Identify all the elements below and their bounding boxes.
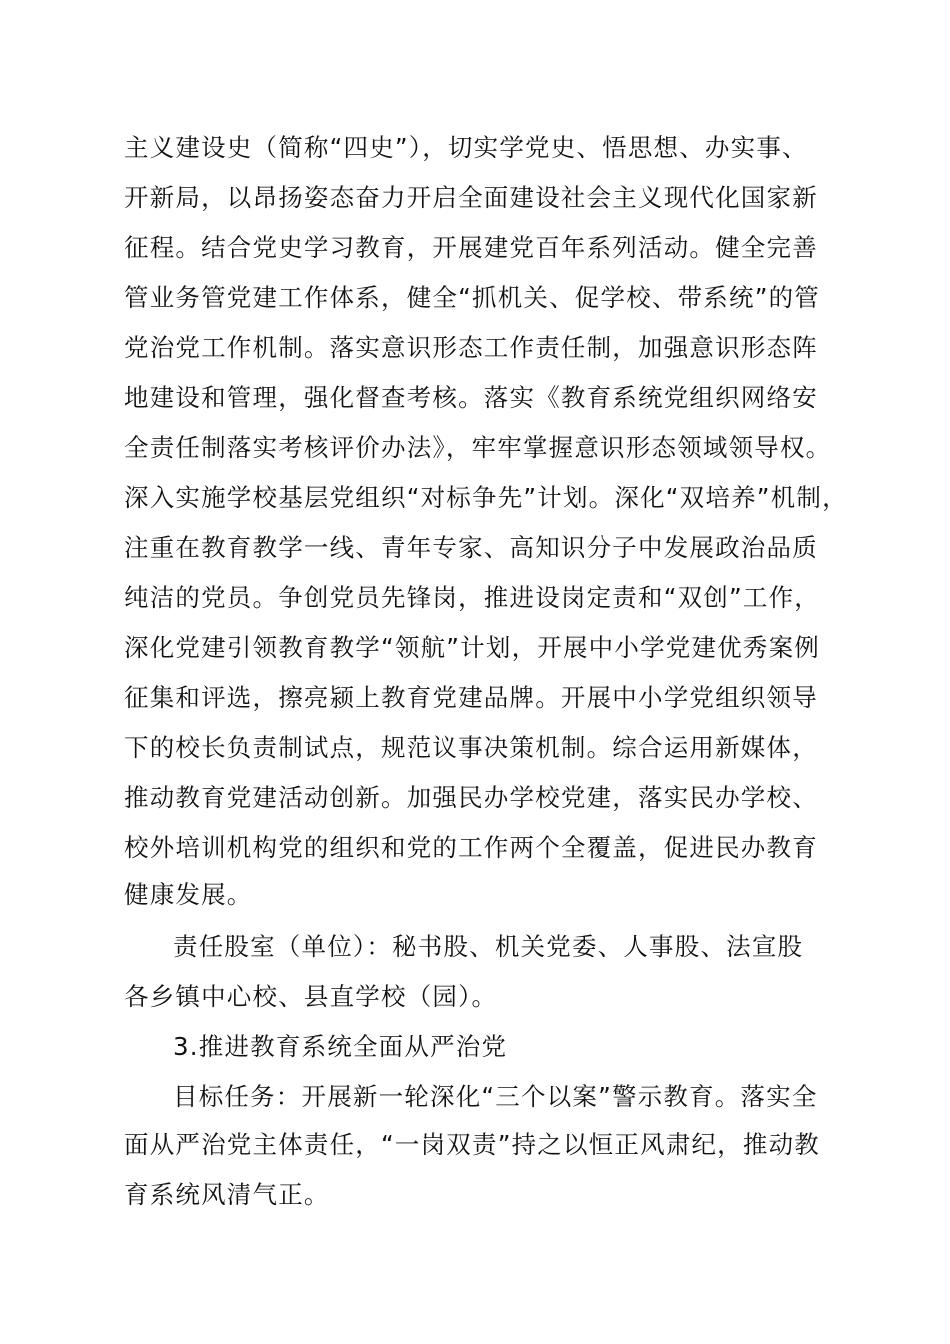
- text-line: 目标任务：开展新一轮深化“三个以案”警示教育。落实全: [173, 1082, 818, 1111]
- text-line: 地建设和管理，强化督查考核。落实《教育系统党组织网络安: [124, 383, 818, 412]
- text-line: 深入实施学校基层党组织“对标争先”计划。深化“双培养”机制，: [124, 483, 848, 512]
- text-line: 深化党建引领教育教学“领航”计划，开展中小学党建优秀案例: [124, 633, 820, 662]
- text-line: 校外培训机构党的组织和党的工作两个全覆盖，促进民办教育: [124, 833, 818, 862]
- text-line: 主义建设史（简称“四史”），切实学党史、悟思想、办实事、: [124, 133, 808, 162]
- text-line: 全责任制落实考核评价办法》，牢牢掌握意识形态领域领导权。: [124, 433, 832, 462]
- text-line: 征程。结合党史学习教育，开展建党百年系列活动。健全完善: [124, 233, 818, 262]
- text-line: 注重在教育教学一线、青年专家、高知识分子中发展政治品质: [124, 533, 818, 562]
- text-line: 面从严治党主体责任，“一岗双责”持之以恒正风肃纪，推动教: [124, 1130, 820, 1159]
- section-heading: 3.推进教育系统全面从严治党: [173, 1032, 508, 1061]
- responsible-units-line: 各乡镇中心校、县直学校（园）。: [124, 982, 498, 1011]
- text-line: 征集和评选，擦亮颍上教育党建品牌。开展中小学党组织领导: [124, 683, 818, 712]
- text-line: 育系统风清气正。: [124, 1180, 330, 1209]
- text-line: 健康发展。: [124, 880, 253, 909]
- text-line: 党治党工作机制。落实意识形态工作责任制，加强意识形态阵: [124, 333, 818, 362]
- text-line: 纯洁的党员。争创党员先锋岗，推进设岗定责和“双创”工作，: [124, 583, 820, 612]
- text-line: 推动教育党建活动创新。加强民办学校党建，落实民办学校、: [124, 783, 818, 812]
- text-line: 开新局，以昂扬姿态奋力开启全面建设社会主义现代化国家新: [124, 183, 818, 212]
- responsible-units-line: 责任股室（单位）：秘书股、机关党委、人事股、法宣股: [173, 932, 804, 961]
- text-line: 管业务管党建工作体系，健全“抓机关、促学校、带系统”的管: [124, 283, 820, 312]
- text-line: 下的校长负责制试点，规范议事决策机制。综合运用新媒体，: [124, 733, 818, 762]
